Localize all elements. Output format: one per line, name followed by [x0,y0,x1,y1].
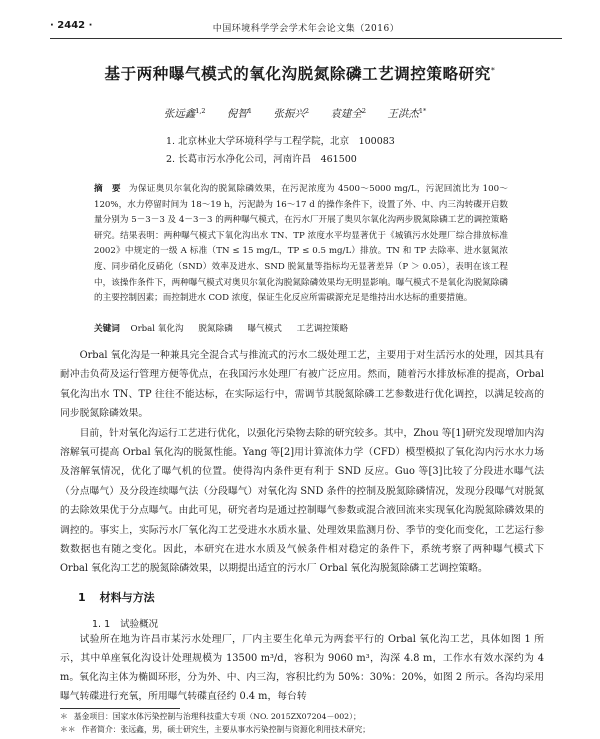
affiliation-line: 1. 北京林业大学环境科学与工程学院，北京 100083 [166,136,395,147]
section-number: 1 [78,591,86,604]
journal-name: 中国环境科学学会学术年会论文集（2016） [212,24,400,34]
subsection-heading [92,616,158,630]
keyword: 工艺调控策略 [296,324,349,334]
author-name: 张振兴 [273,108,305,120]
author-affiliation-mark: 2 [361,106,367,115]
abstract-label: 摘 要 [94,184,121,194]
subsection-title: 试验概况 [120,619,159,630]
paper-title-text: 基于两种曝气模式的氧化沟脱氮除磷工艺调控策略研究 [104,65,491,83]
footnote-divider [60,708,180,709]
author-name: 袁建全 [330,108,362,120]
title-footnote-mark: * [490,65,496,75]
keyword: Orbal 氧化沟 [130,324,184,334]
body-paragraph: 目前，针对氧化沟运行工艺进行优化，以强化污染物去除的研究较多。其中，Zhou 等[1]研究发现增加内沟溶解氧可提高 Orbal 氧化沟的脱氮性能。Yang 等[2]用计算流体力学（CFD）模型模拟了氧化沟内污水水力场及溶解氧情况，优化了曝气机的位置。使得沟内条件更有利于 SND 反应。Guo 等[3]比较了分段进水曝气法（分点曝气）及分段连续曝气法（分段曝气）对氧化沟 SND 条件的控制及脱氮除磷情况，发现分段曝气对脱氮的去除效果优于分点曝气。由此可见，研究者均是通过控制曝气参数或混合液回流来实现氧化沟脱氮除磷效果的调控的。事实上，实际污水厂氧化沟工艺受进水水质水量、处理效果监测月份、季节的变化而变化，工艺运行参数数据也有随之变化。因此，本研究在进水水质及气候条件相对稳定的条件下，系统考察了两种曝气模式下 Orbal 氧化沟工艺的脱氮除磷效果，以期提出适宜的污水厂 Orbal 氧化沟脱氮除磷工艺调控策略。 [60,427,544,575]
body-paragraph: Orbal 氧化沟是一种兼具完全混合式与推流式的污水二级处理工艺，主要用于对生活污水的处理，因其具有耐冲击负荷及运行管理方便等优点，在我国污水处理厂有被广泛应用。然而，随着污水排放标准的提高，Orbal 氧化沟出水 TN、TP 往往不能达标，在实际运行中，需调节其脱氮除磷工艺参数进行优化调控，以满足较高的同步脱氮除磷效果。 [60,350,544,420]
author-affiliation-mark: 1,2 [195,106,206,115]
subsection-number: 1. 1 [92,619,111,630]
section-heading [78,589,155,605]
author-name: 张远鑫 [163,108,196,120]
keyword: 脱氮除磷 [198,324,233,334]
page-number: · 2442 · [50,20,93,31]
footnote-text: 作者简介：张远鑫，男，硕士研究生，主要从事水污染控制与资源化利用技术研究； [81,724,371,734]
keyword: 曝气模式 [247,324,282,334]
footnote [60,724,560,737]
section-title: 材料与方法 [99,591,155,604]
methods-body [60,630,544,706]
author-affiliation-mark: 1 [247,106,253,115]
abstract-text: 为保证奥贝尔氧化沟的脱氮除磷效果，在污泥浓度为 4500～5000 mg/L，污泥回流比为 100～120%，水力停留时间为 18～19 h，污泥龄为 16～17 d 的操作条件下，设置了外、中、内三沟转碟开启数量分别为 5－3－3 及 4－3－3 的两种曝气模式，在污水厂开展了奥贝尔氧化沟两步脱氮除磷工艺的调控策略研究。结果表明：两种曝气模式下氧化沟出水 TN、TP 浓度水平均显著优于《城镇污水处理厂综合排放标准 2002》中规定的一级 A 标准（TN ≤ 15 mg/L，TP ≤ 0.5 mg/L）排放。TN 和 TP 去除率、进水氨氮浓度、同步硝化反硝化（SND）效率及进水、SND 脱氮量等指标均无显著差异（P ＞ 0.05），表明在该工程中，该操作条件下，两种曝气模式对奥贝尔氧化沟脱氮除磷效果均无明显影响。曝气模式不是氧化沟脱氮除磷的主要控制因素；而控制进水 COD 浓度，保证生化反应所需碳源充足是维持出水达标的重要措施。 [94,184,508,304]
footnote-text: 基金项目：国家水体污染控制与治理科技重大专项（NO. 2015ZX07204－002）； [73,712,361,721]
keywords-label: 关键词 [94,324,120,334]
running-header [50,18,562,39]
intro-body [60,346,544,579]
affiliation-line: 2. 长葛市污水净化公司，河南许昌 461500 [166,154,357,165]
abstract [94,182,508,307]
affiliations [166,133,395,169]
body-paragraph: 试验所在地为许昌市某污水处理厂，厂内主要生化单元为两套平行的 Orbal 氧化沟工艺，具体如图 1 所示，其中单座氧化沟设计处理规模为 13500 m³/d，容积为 9060 m³，沟深 4.8 m，工作水有效水深约为 4 m。氧化沟主体为椭圆环形，分为外、中、内三沟，容积比约为 50%：30%：20%，如图 2 所示。各沟均采用曝气转碟进行充氧，所用曝气转碟直径约 0.4 m，每台转 [60,634,544,702]
footnote-mark: ＊ [60,712,68,721]
author-name: 倪智 [226,108,248,120]
keywords [94,322,540,334]
author-affiliation-mark: 1* [418,106,427,115]
footnote [60,711,560,724]
author-affiliation-mark: 2 [304,106,310,115]
author-list [40,106,560,121]
author-name: 王洪杰 [387,108,419,120]
paper-title [40,62,560,84]
footnote-mark: ＊＊ [60,724,76,734]
footnotes [60,711,560,736]
